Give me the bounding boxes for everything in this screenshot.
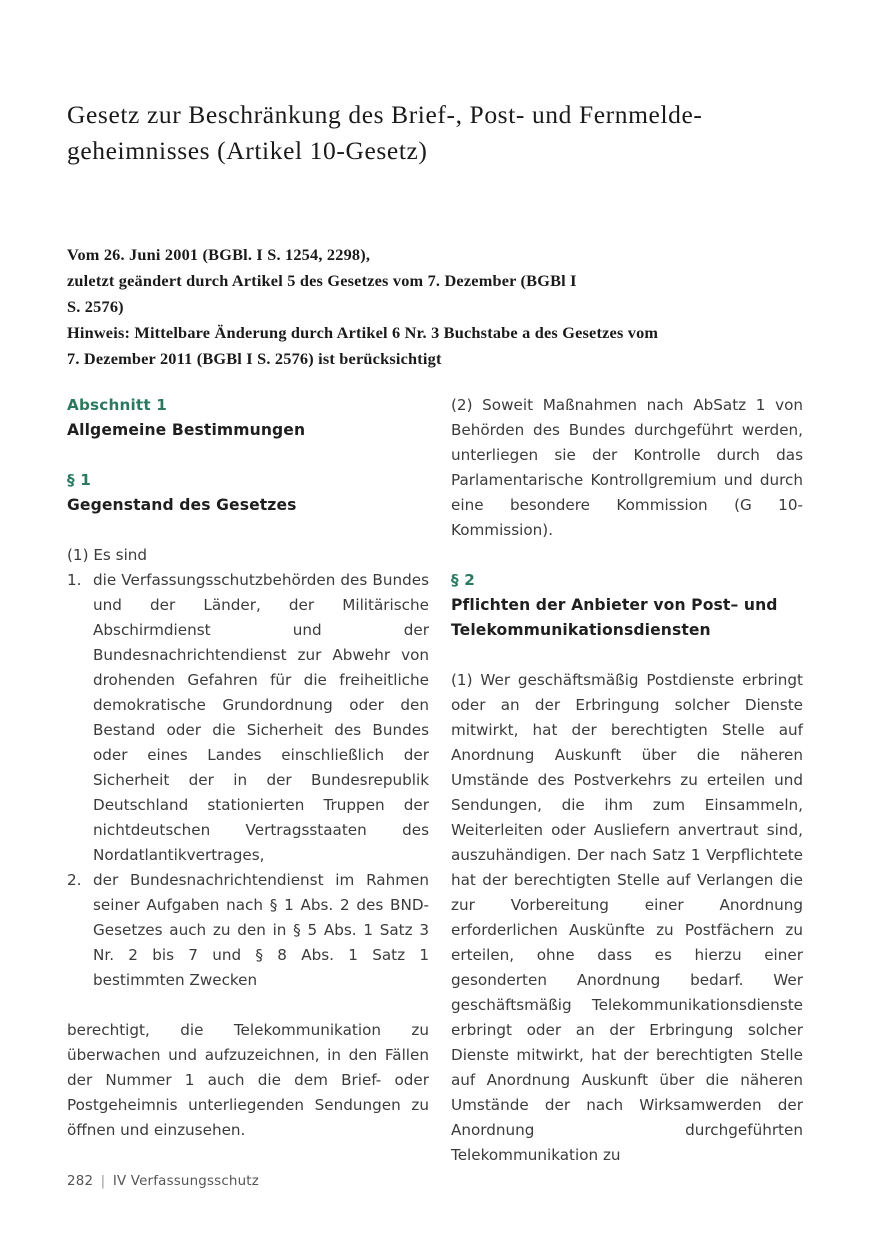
metadata-line-3: S. 2576) [67, 297, 124, 316]
column-left [67, 393, 429, 1143]
list-item-text: der Bundesnachrichtendienst im Rahmen seiner Aufgaben nach § 1 Abs. 2 des BND-Gesetzes auch zu den in § 5 Abs. 1 Satz 3 Nr. 2 bis 7 und § 8 Abs. 1 Satz 1 bestimmten Zwecken [93, 871, 429, 989]
list-item-marker: 2. [67, 871, 82, 889]
metadata-line-4: Hinweis: Mittelbare Änderung durch Artikel 6 Nr. 3 Buchstabe a des Gesetzes vom [67, 323, 659, 342]
section-title-allgemeine-bestimmungen: Allgemeine Bestimmungen [67, 421, 306, 439]
metadata-line-5: 7. Dezember 2011 (BGBl I S. 2576) ist berücksichtigt [67, 349, 442, 368]
paragraph-absatz-2: (2) Soweit Maßnahmen nach AbSatz 1 von Behörden des Bundes durchgeführt werden, unterliegen sie der Kontrolle durch das Parlamentarische Kontrollgremium und durch eine besondere Kommission (G 10-Kommission). [451, 396, 803, 539]
section-marker-abschnitt-1: Abschnitt 1 [67, 396, 168, 414]
paragraph-title-line-1: Pflichten der Anbieter von Post– und [451, 596, 778, 614]
footer-chapter: IV Verfassungsschutz [112, 1174, 259, 1189]
paragraph-title-gegenstand-des-gesetzes: Gegenstand des Gesetzes [67, 496, 297, 514]
page-title-line-2: geheimnisses (Artikel 10-Gesetz) [67, 136, 428, 166]
publication-metadata [67, 242, 812, 372]
footer-page-number: 282 [67, 1174, 94, 1189]
metadata-line-2: zuletzt geändert durch Artikel 5 des Gesetzes vom 7. Dezember (BGBl I [67, 271, 577, 290]
page-title-line-1: Gesetz zur Beschränkung des Brief-, Post- und Fernmelde- [67, 100, 703, 130]
paragraph-title-line-2: Telekommunikationsdiensten [451, 621, 711, 639]
paragraph-absatz-1: (1) Wer geschäftsmäßig Postdienste erbringt oder an der Erbringung solcher Dienste mitwirkt, hat der berechtigten Stelle auf Anordnung Auskunft über die näheren Umstände des Postverkehrs zu erteilen und Sendungen, die ihm zum Einsammeln, Weiterleiten oder Ausliefern anvertraut sind, auszuhändigen. Der nach Satz 1 Verpflichtete hat der berechtigten Stelle auf Verlangen die zur Vorbereitung einer Anordnung erforderlichen Auskünfte zu Postfächern zu erteilen, ohne dass es hierzu einer gesonderten Anordnung bedarf. Wer geschäftsmäßig Telekommunikationsdienste erbringt oder an der Erbringung solcher Dienste mitwirkt, hat der berechtigten Stelle auf Anordnung Auskunft über die näheren Umstände der nach Wirksamwerden der Anordnung durchgeführten Telekommunikation zu [451, 671, 803, 1164]
paragraph-closing: berechtigt, die Telekommunikation zu überwachen und aufzuzeichnen, in den Fällen der Nummer 1 auch die dem Brief- oder Postgeheimnis unterliegenden Sendungen zu öffnen und einzusehen. [67, 1021, 429, 1139]
paragraph-intro: (1) Es sind [67, 546, 148, 564]
page-title [67, 97, 807, 169]
paragraph-title-pflichten-anbieter [451, 593, 803, 643]
list-item [67, 868, 429, 993]
list-item-marker: 1. [67, 571, 82, 589]
list-item [67, 568, 429, 868]
enumerated-list [67, 568, 429, 993]
metadata-line-1: Vom 26. Juni 2001 (BGBl. I S. 1254, 2298), [67, 245, 371, 264]
paragraph-marker-1: § 1 [67, 471, 92, 489]
paragraph-marker-2: § 2 [451, 571, 476, 589]
footer-separator: | [100, 1174, 106, 1189]
list-item-text: die Verfassungsschutzbehörden des Bundes und der Länder, der Militärische Abschirmdienst und der Bundesnachrichtendienst zur Abwehr von drohenden Gefahren für die freiheitliche demokratische Grundordnung oder den Bestand oder die Sicherheit des Bundes oder eines Landes einschließlich der Sicherheit der in der Bundesrepublik Deutschland stationierten Truppen der nichtdeutschen Vertragsstaaten des Nordatlantikvertrages, [93, 571, 429, 864]
column-right [451, 393, 803, 1168]
page-footer [67, 1173, 259, 1191]
